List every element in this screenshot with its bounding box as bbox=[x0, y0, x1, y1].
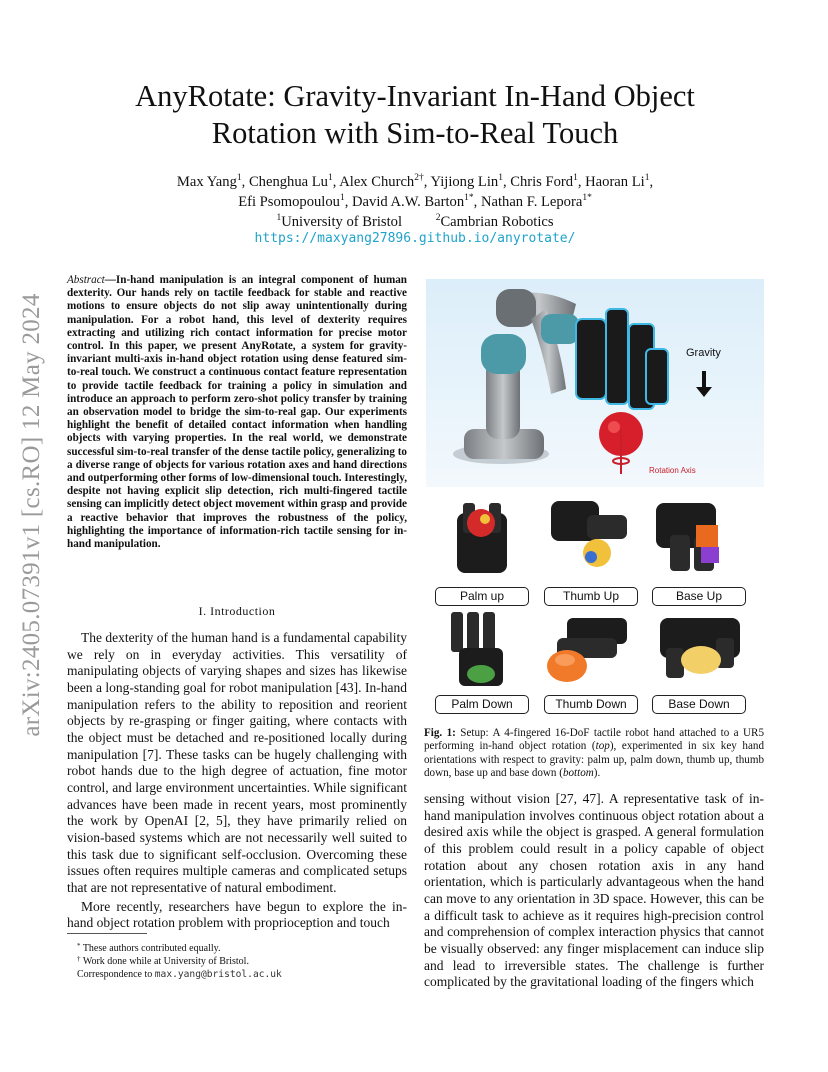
base-down-photo bbox=[646, 608, 752, 690]
arxiv-stamp: arXiv:2405.07391v1 [cs.RO] 12 May 2024 bbox=[18, 293, 45, 737]
base-up-photo bbox=[646, 495, 752, 577]
label-base-up: Base Up bbox=[652, 587, 746, 606]
footnote-work-done: † Work done while at University of Bristol. bbox=[77, 955, 249, 967]
right-column-text bbox=[424, 791, 764, 991]
label-palm-up: Palm up bbox=[435, 587, 529, 606]
footnotes bbox=[67, 942, 407, 981]
label-thumb-down: Thumb Down bbox=[544, 695, 638, 714]
authors-line-1: Max Yang$^1$, Chenghua Lu$^1$, Alex Church$^{2\dagger}$, Yijiong Lin$^1$, Chris Ford$^1$, Haoran Li$^1$, bbox=[176, 173, 654, 190]
gravity-label: Gravity bbox=[686, 347, 721, 359]
paper-title bbox=[60, 78, 770, 152]
palm-down-photo bbox=[429, 608, 535, 690]
label-palm-down: Palm Down bbox=[435, 695, 529, 714]
intro-paragraph: More recently, researchers have begun to explore the in-hand object rotation problem with proprioception and touch bbox=[67, 898, 407, 931]
author-block bbox=[60, 172, 770, 232]
footnote-rule bbox=[67, 933, 147, 934]
rotation-axis-label: Rotation Axis bbox=[649, 466, 696, 475]
introduction-text bbox=[67, 630, 407, 932]
thumb-down-photo bbox=[537, 608, 643, 690]
authors-line-2: Efi Psomopoulou$^1$, David A.W. Barton$^{1*}$, Nathan F. Lepora$^{1*}$ bbox=[238, 193, 592, 210]
label-thumb-up: Thumb Up bbox=[544, 587, 638, 606]
footnote-equal-contribution: * These authors contributed equally. bbox=[77, 942, 221, 954]
body-paragraph: sensing without vision [27, 47]. A representative task of in-hand manipulation involves continuous object rotation about a desired axis while the object is grasped. A general formulation of this problem could result in a policy capable of object rotation about any chosen rotation axis in any hand orientation, which is particularly advantageous when the hand can move to any orientation in 3D space. However, this can be a difficult task to achieve as it requires high-precision control and comprehension of complex interaction physics that cannot be visually observed: any finger misplacement can induce slip and lead to irreversible states. The challenge is further complicated by the gravitational loading of the fingers which bbox=[424, 791, 764, 990]
title-line-1: AnyRotate: Gravity-Invariant In-Hand Object bbox=[135, 79, 695, 113]
palm-up-photo bbox=[429, 495, 535, 577]
affiliations: $^1$University of Bristol $^2$Cambrian Robotics bbox=[276, 213, 554, 230]
thumb-up-photo bbox=[537, 495, 643, 577]
label-base-down: Base Down bbox=[652, 695, 746, 714]
figure-caption: Fig. 1: Setup: A 4-fingered 16-DoF tactile robot hand attached to a UR5 performing in-hand object rotation (top), experimented in six key hand orientations with respect to gravity: palm up, palm down, thumb up, thumb down, base up and base down (bottom). bbox=[424, 727, 764, 779]
project-url-link[interactable]: https://maxyang27896.github.io/anyrotate/ bbox=[254, 231, 576, 246]
section-heading-introduction: I. Introduction bbox=[198, 604, 276, 618]
email-link[interactable]: max.yang@bristol.ac.uk bbox=[154, 969, 282, 980]
intro-paragraph: The dexterity of the human hand is a fundamental capability we rely on in everyday activities. This versatility of manipulating objects of varying shapes and sizes has likewise been a long-standing goal for robot manipulation [43]. In-hand manipulation refers to the ability to reposition and reorient objects by re-grasping or finger gaiting, where contacts with the object must be detached and re-positioned locally during manipulation [7]. These tasks can be hugely challenging with robot hands due to the high degree of actuation, fine motor control, and large environment uncertainties. While significant advances have been made in recent years, most prominently the work by OpenAI [2, 5], they have primarily relied on vision-based systems which are not necessarily well suited to this task due to significant self-occlusion. Overcoming these issues often requires multiple cameras and complicated setups that are not representative of natural embodiment. bbox=[67, 630, 407, 895]
robot-arm-photo bbox=[426, 279, 764, 487]
abstract: Abstract—In-hand manipulation is an integral component of human dexterity. Our hands rely on tactile feedback for stable and reactive motions to ensure objects do not slip away unintentionally during manipulation. For a robot hand, this level of dexterity requires extracting and utilizing rich contact information for precise motor control. In this paper, we present AnyRotate, a system for gravity-invariant multi-axis in-hand object rotation using dense featured sim-to-real touch. We construct a continuous contact feature representation to provide tactile feedback for training a policy in simulation and introduce an approach to perform zero-shot policy transfer by training an observation model to bridge the sim-to-real gap. Our experiments highlight the benefit of detailed contact information when handling objects with varying properties. In the real world, we demonstrate successful sim-to-real transfer of the dense tactile policy, generalizing to a diverse range of objects for various rotation axes and hand directions and outperforming other forms of low-dimensional touch. Interestingly, despite not having explicit slip detection, rich multi-fingered tactile sensing can implicitly detect object movement within grasp and provide a reactive behavior that improves the robustness of the policy, highlighting the importance of information-rich tactile sensing for in-hand manipulation. bbox=[67, 274, 407, 551]
title-line-2: Rotation with Sim-to-Real Touch bbox=[211, 116, 619, 150]
footnote-correspondence: Correspondence to max.yang@bristol.ac.uk bbox=[77, 969, 282, 980]
